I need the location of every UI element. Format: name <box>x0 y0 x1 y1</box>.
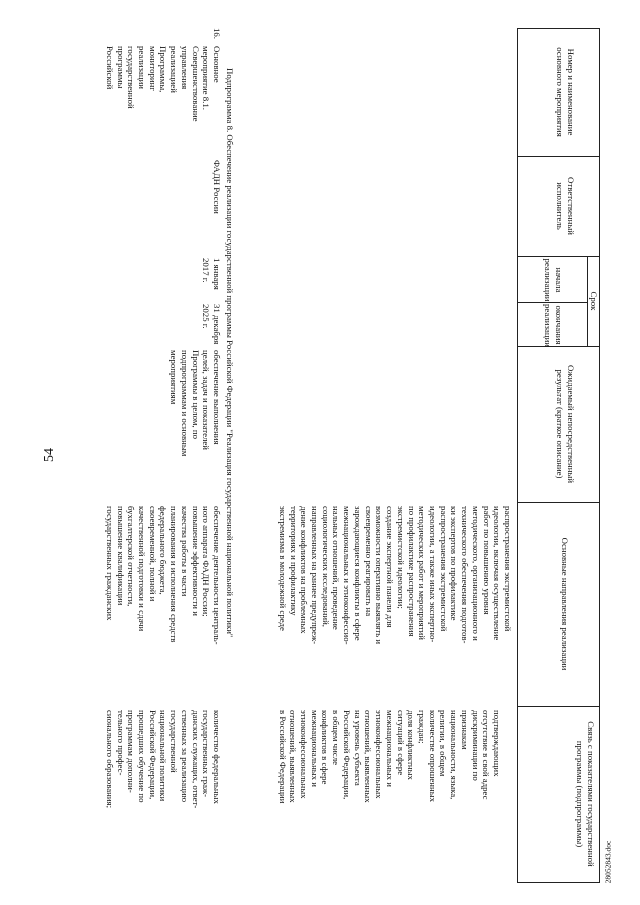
row16-name-line: Основное <box>212 46 222 83</box>
row16-result <box>168 350 222 500</box>
row16-start-line: 1 января <box>212 258 222 290</box>
document-id-text: 28052843.doc <box>603 840 613 884</box>
row16-indicator-line: государственной <box>169 710 180 773</box>
row16-direction-line: качественной подготовки и сдачи <box>136 506 147 632</box>
continued-indicator-line: отношений, выявленных <box>363 710 374 803</box>
row16-name-line: Совершенствование <box>190 46 201 122</box>
col-divider-3b <box>518 302 588 303</box>
row16-end-line: 31 декабря <box>212 304 222 345</box>
continued-direction-line: нальных отношений, проведение <box>331 506 342 630</box>
header-indicators: Связь с показателями государственной программы (подпрограммы) <box>575 721 596 867</box>
continued-indicator-line: ситуаций в сфере <box>395 710 406 776</box>
continued-directions <box>277 506 513 706</box>
row16-name-line: реализацией <box>169 46 180 93</box>
row16-direction-line: федерального бюджета, <box>158 506 169 595</box>
row16-indicator-line: количество федеральных <box>212 710 222 804</box>
row16-name-line: Программы, <box>158 46 169 93</box>
col-divider-6 <box>518 706 600 707</box>
row16-start <box>201 258 222 302</box>
row16-direction-line: ного аппарата ФАДН России; <box>201 506 212 617</box>
row16-direction-line: государственных гражданских <box>104 506 115 621</box>
row16-direction-line: повышение эффективности и <box>190 506 201 616</box>
continued-direction-line: своевременно реагировать на <box>363 506 374 617</box>
row16-end-line: 2025 г. <box>201 304 212 329</box>
continued-indicator-line: отсутствие в свой адрес <box>481 710 492 800</box>
row16-indicator-line: сионального образования; <box>104 710 115 809</box>
continued-direction-line: идеологии, а также иных экспертно- <box>427 506 438 643</box>
row16-name-line: мероприятие 8.1. <box>201 46 212 110</box>
continued-indicator-line: признакам <box>459 710 470 750</box>
row16-name-line: Российской <box>104 46 115 90</box>
continued-direction-line: ки экспертов по профилактике <box>449 506 460 621</box>
continued-direction-line: экстремистской идеологии; <box>395 506 406 609</box>
continued-direction-line: по профилактике распространения <box>406 506 417 637</box>
col-divider-4 <box>518 346 600 347</box>
row16-directions <box>104 506 222 706</box>
header-start: начала реализации <box>543 258 564 302</box>
continued-direction-line: дение конфликтов на проблемных <box>299 506 310 634</box>
continued-direction-line: создание экспертной панели для <box>385 506 396 628</box>
header-executor: Ответственный исполнитель <box>555 177 576 235</box>
row16-end <box>201 304 222 348</box>
continued-indicator-line: количестве опрошенных <box>427 710 438 803</box>
row16-direction-line: бухгалтерской отчетности, <box>126 506 137 607</box>
continued-direction-line: распространения экстремистской <box>438 506 449 632</box>
continued-indicator-line: конфликтов в сфере <box>320 710 331 785</box>
continued-indicator-line: национальности, языка, <box>449 710 460 800</box>
continued-indicator-line: доля конфликтных <box>406 710 417 780</box>
continued-direction-line: распространения экстремистской <box>503 506 513 632</box>
row16-number: 16. <box>212 28 222 39</box>
continued-indicator-line: этноконфессиональных <box>374 710 385 799</box>
continued-indicator-line: межнациональных и <box>384 710 395 787</box>
program-table <box>90 28 600 883</box>
row16-indicator-line: национальной политики <box>158 710 169 802</box>
col-divider-7 <box>518 882 600 883</box>
continued-direction-line: работ по повышению уровня <box>481 506 492 615</box>
continued-indicator-line: в Российской Федерации <box>277 710 288 804</box>
continued-indicator-line: в общем числе <box>331 710 342 766</box>
continued-indicator-line: на уровень субъекта <box>352 710 363 786</box>
header-result: Ожидаемый непосредственный результат (краткое описание) <box>555 364 576 484</box>
row16-start-line: 2017 г. <box>201 258 212 283</box>
row16-name-line: государственной <box>126 46 137 109</box>
continued-direction-line: экстремизма в молодежной среде <box>277 506 288 631</box>
row16-direction-line: повышение квалификации <box>115 506 126 606</box>
col-divider-5 <box>518 502 600 503</box>
continued-direction-line: зарождающиеся конфликты в сфере <box>352 506 363 641</box>
continued-indicator-line: этноконфессиональных <box>299 710 310 799</box>
header-number-name: Номер и наименование основного мероприятия <box>555 47 576 137</box>
page-number <box>38 0 62 905</box>
row16-result-line: Программы в целом, по <box>190 350 201 439</box>
col-divider-2 <box>518 156 600 157</box>
continued-indicators <box>277 710 502 882</box>
continued-direction-line: межнациональных и этноконфессио- <box>342 506 353 645</box>
row16-result-line: обеспечение выполнения <box>212 350 222 445</box>
continued-direction-line: технического обеспечения подготов- <box>460 506 471 644</box>
continued-direction-line: направленных на раннее предупреж- <box>310 506 321 645</box>
continued-indicator-line: Российской Федерации, <box>341 710 352 800</box>
col-divider-1 <box>518 28 600 29</box>
row16-indicator-line: прошедших обучение по <box>136 710 147 803</box>
header-end: окончания реализации <box>543 304 564 347</box>
row16-name-line: управления <box>179 46 190 90</box>
row16-indicators <box>104 710 222 882</box>
document-id <box>596 0 620 905</box>
continued-indicator-line: межнациональных и <box>309 710 320 787</box>
row16-direction-line: качества работы в части <box>179 506 190 597</box>
continued-direction-line: возможности оперативно выявлять и <box>374 506 385 645</box>
continued-indicator-line: религии, в общем <box>438 710 449 777</box>
row16-name-line: мониторинг <box>147 46 158 91</box>
continued-indicator-line: подтверждающих <box>492 710 502 777</box>
row16-direction-line: планирования и исполнения средств <box>169 506 180 643</box>
row16-direction-line: обеспечение деятельности централь- <box>212 506 222 645</box>
row16-executor: ФАДН России <box>212 160 222 214</box>
row16-indicator-line: данских служащих, ответ- <box>190 710 201 809</box>
continued-direction-line: идеологии, включая осуществление <box>492 506 503 641</box>
row16-name-line: программы <box>115 46 126 89</box>
row16-indicator-line: ственных за реализацию <box>179 710 190 803</box>
continued-indicator-line: граждан; <box>416 710 427 744</box>
continued-direction-line: социологических исследований, <box>320 506 331 627</box>
row16-indicator-line: программам дополни- <box>126 710 137 793</box>
row16-indicator-line: тельного профес- <box>115 710 126 776</box>
continued-indicator-line: отношений, выявленных <box>288 710 299 803</box>
row16-direction-line: своевременной, полной и <box>147 506 158 602</box>
header-srok: Срок <box>589 291 599 311</box>
row16-result-line: подпрограммам и основным <box>179 350 190 457</box>
continued-direction-line: методического, организационного и <box>470 506 481 641</box>
row16-name <box>104 46 222 154</box>
continued-direction-line: территориях и профилактику <box>288 506 299 616</box>
page-number-text: 54 <box>42 448 57 462</box>
row16-result-line: целей, задач и показателей <box>201 350 212 451</box>
row16-indicator-line: государственных граж- <box>201 710 212 798</box>
row16-result-line: мероприятиям <box>169 350 180 405</box>
continued-indicator-line: дискриминации по <box>470 710 481 781</box>
subprogram-heading: Подпрограмма 8. Обеспечение реализации государственной программы Российской Федерации "Реализация государственной национальной политики" <box>225 68 235 638</box>
row16-name-line: реализации <box>136 46 147 89</box>
row16-indicator-line: Российской Федерации, <box>147 710 158 800</box>
continued-direction-line: методических работ и мероприятий <box>417 506 428 640</box>
header-directions: Основные направления реализации <box>560 537 570 671</box>
